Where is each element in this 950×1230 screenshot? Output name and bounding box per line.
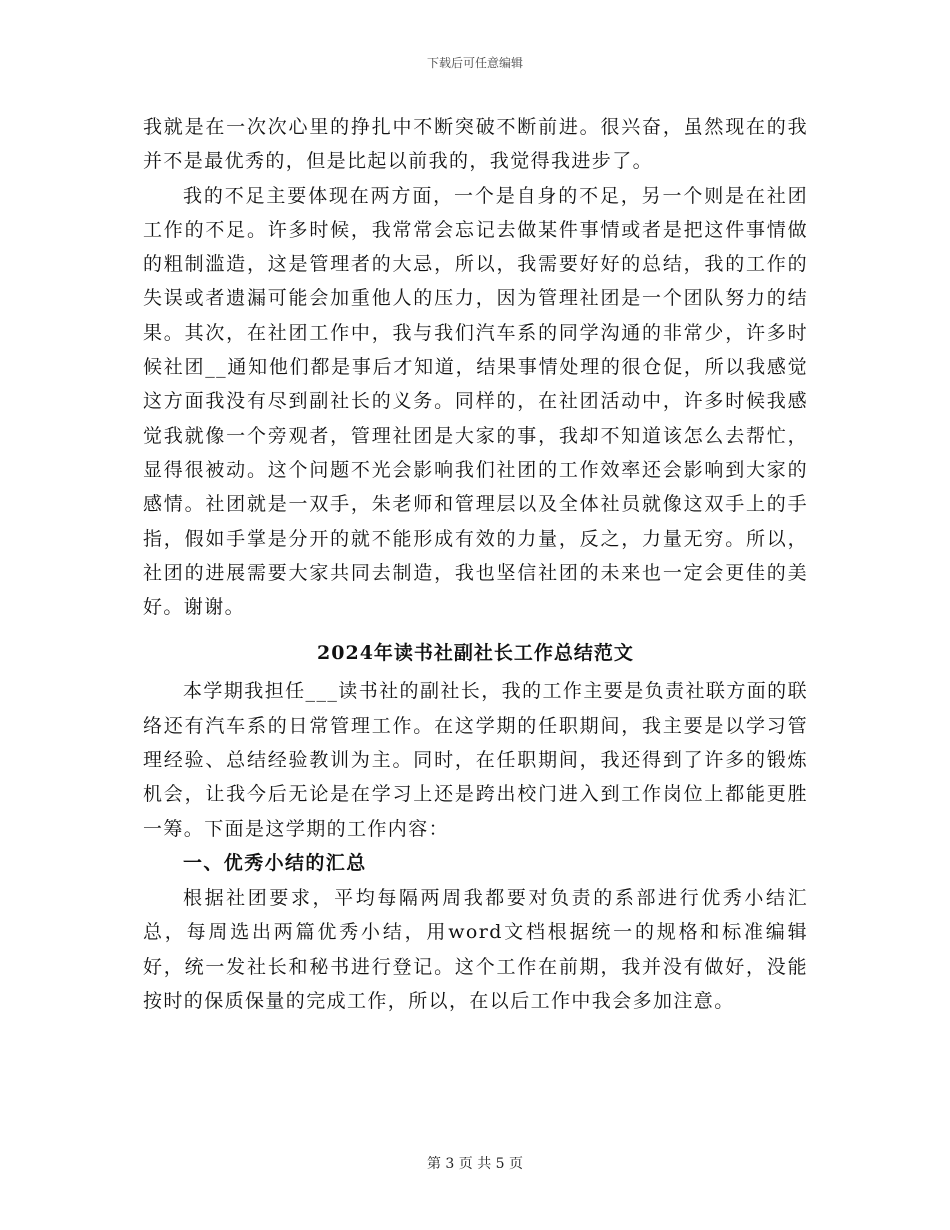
paragraph-intro: 本学期我担任___读书社的副社长，我的工作主要是负责社联方面的联络还有汽车系的日常管理工作。在这学期的任职期间，我主要是以学习管理经验、总结经验教训为主。同时，在任职期间，我还得到了许多的锻炼机会，让我今后无论是在学习上还是跨出校门进入到工作岗位上都能更胜一筹。下面是这学期的工作内容： [143, 680, 808, 840]
header-note: 下载后可任意编辑 [426, 56, 523, 70]
document-title: 2024年读书社副社长工作总结范文 [317, 642, 634, 665]
document-body [143, 110, 808, 1018]
page-number: 第 3 页 共 5 页 [426, 1156, 524, 1172]
section-heading-summary: 一、优秀小结的汇总 [183, 851, 367, 874]
paragraph-summary-work: 根据社团要求，平均每隔两周我都要对负责的系部进行优秀小结汇总，每周选出两篇优秀小结，用word文档根据统一的规格和标准编辑好，统一发社长和秘书进行登记。这个工作在前期，我并没有做好，没能按时的保质保量的完成工作，所以，在以后工作中我会多加注意。 [143, 886, 808, 1012]
paragraph-continuation: 我就是在一次次心里的挣扎中不断突破不断前进。很兴奋，虽然现在的我并不是最优秀的，但是比起以前我的，我觉得我进步了。 [143, 116, 808, 173]
paragraph-shortcomings: 我的不足主要体现在两方面，一个是自身的不足，另一个则是在社团工作的不足。许多时候，我常常会忘记去做某件事情或者是把这件事情做的粗制滥造，这是管理者的大忌，所以，我需要好好的总结，我的工作的失误或者遗漏可能会加重他人的压力，因为管理社团是一个团队努力的结果。其次，在社团工作中，我与我们汽车系的同学沟通的非常少，许多时候社团__通知他们都是事后才知道，结果事情处理的很仓促，所以我感觉这方面我没有尽到副社长的义务。同样的，在社团活动中，许多时候我感觉我就像一个旁观者，管理社团是大家的事，我却不知道该怎么去帮忙，显得很被动。这个问题不光会影响我们社团的工作效率还会影响到大家的感情。社团就是一双手，朱老师和管理层以及全体社员就像这双手上的手指，假如手掌是分开的就不能形成有效的力量，反之，力量无穷。所以，社团的进展需要大家共同去制造，我也坚信社团的未来也一定会更佳的美好。谢谢。 [143, 184, 808, 619]
